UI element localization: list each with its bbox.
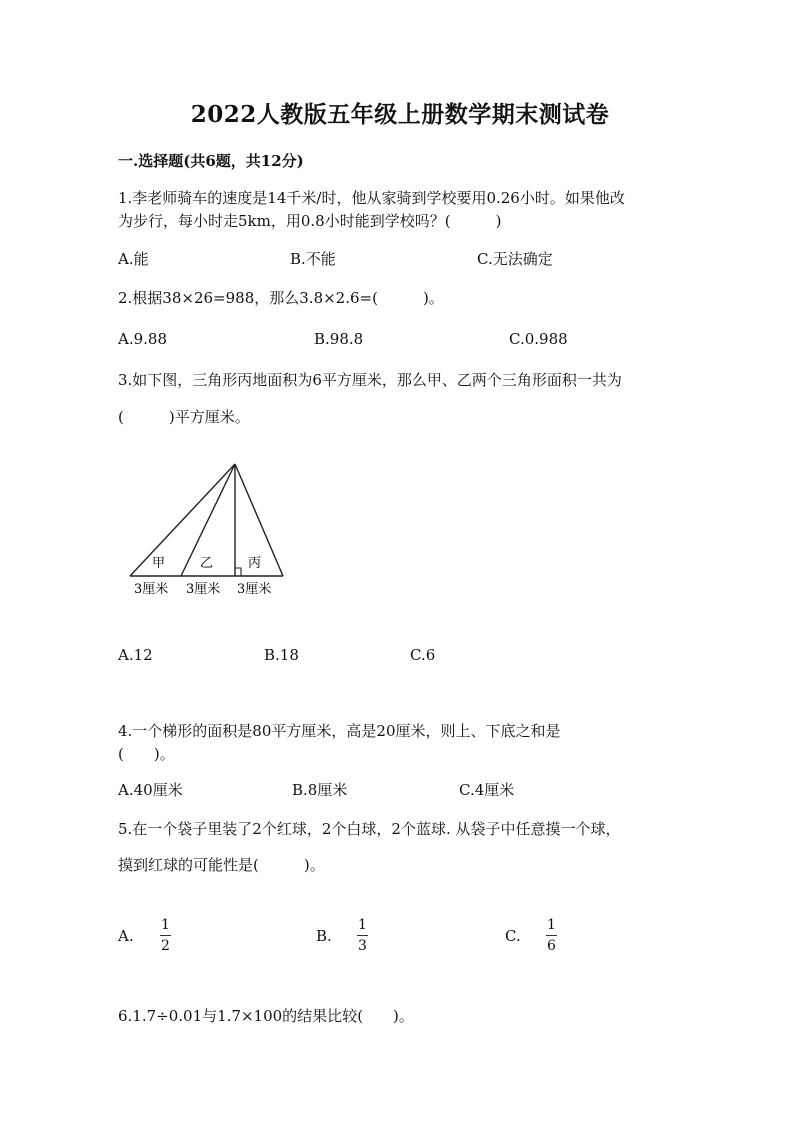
region-label-bing: 丙 xyxy=(248,556,262,571)
base-label: 3厘米 xyxy=(237,582,272,597)
question-line: 1.李老师骑车的速度是14千米/时，他从家骑到学校要用0.26小时。如果他改 xyxy=(118,189,625,207)
question-2-text xyxy=(118,287,688,310)
denominator: 6 xyxy=(547,938,556,954)
triangle-figure xyxy=(118,452,298,602)
q5-option-c-fraction xyxy=(546,917,557,954)
numerator: 1 xyxy=(547,917,556,933)
q4-option-c: C.4厘米 xyxy=(459,781,515,799)
denominator: 3 xyxy=(358,938,367,954)
fraction-bar xyxy=(160,935,171,936)
numerator: 1 xyxy=(161,917,170,933)
region-label-yi: 乙 xyxy=(200,556,214,571)
q2-option-c: C.0.988 xyxy=(509,330,568,348)
q4-option-a: A.40厘米 xyxy=(118,781,183,799)
denominator: 2 xyxy=(161,938,170,954)
question-4-text xyxy=(118,720,688,766)
right-angle-mark xyxy=(235,568,241,576)
q1-option-b: B.不能 xyxy=(290,250,336,268)
q5-option-a-fraction xyxy=(160,917,171,954)
q5-option-c-label: C. xyxy=(505,927,521,945)
q2-option-a: A.9.88 xyxy=(118,330,167,348)
question-line: 摸到红球的可能性是( )。 xyxy=(118,856,325,874)
q3-option-a: A.12 xyxy=(118,646,153,664)
q5-option-b-fraction xyxy=(357,917,368,954)
q1-option-c: C.无法确定 xyxy=(477,250,553,268)
q5-option-a-label: A. xyxy=(118,927,134,945)
triangle-edge xyxy=(130,464,235,576)
q5-option-b-label: B. xyxy=(316,927,332,945)
numerator: 1 xyxy=(358,917,367,933)
question-3-text xyxy=(118,369,688,429)
base-label: 3厘米 xyxy=(186,582,221,597)
q4-option-b: B.8厘米 xyxy=(292,781,348,799)
question-5-text xyxy=(118,818,688,877)
question-line: 5.在一个袋子里装了2个红球，2个白球，2个蓝球. 从袋子中任意摸一个球， xyxy=(118,820,621,838)
region-label-jia: 甲 xyxy=(152,556,166,571)
q1-option-a: A.能 xyxy=(118,250,149,268)
question-line: 为步行，每小时走5km，用0.8小时能到学校吗？( ) xyxy=(118,212,502,230)
q2-option-b: B.98.8 xyxy=(314,330,364,348)
question-line: 2.根据38×26=988，那么3.8×2.6=( )。 xyxy=(118,289,444,307)
question-line: ( )平方厘米。 xyxy=(118,408,250,426)
fraction-bar xyxy=(546,935,557,936)
question-line: 6.1.7÷0.01与1.7×100的结果比较( )。 xyxy=(118,1007,414,1025)
page-title: 2022人教版五年级上册数学期末测试卷 xyxy=(190,101,610,128)
question-6-text xyxy=(118,1005,688,1028)
q3-option-c: C.6 xyxy=(410,646,436,664)
question-1-text xyxy=(118,187,688,233)
base-label: 3厘米 xyxy=(134,582,169,597)
fraction-bar xyxy=(357,935,368,936)
question-line: 4.一个梯形的面积是80平方厘米，高是20厘米，则上、下底之和是 xyxy=(118,722,561,740)
question-line: ( )。 xyxy=(118,745,175,763)
q3-option-b: B.18 xyxy=(264,646,299,664)
section-header: 一.选择题(共6题，共12分) xyxy=(118,152,304,170)
question-line: 3.如下图，三角形丙地面积为6平方厘米，那么甲、乙两个三角形面积一共为 xyxy=(118,371,622,389)
